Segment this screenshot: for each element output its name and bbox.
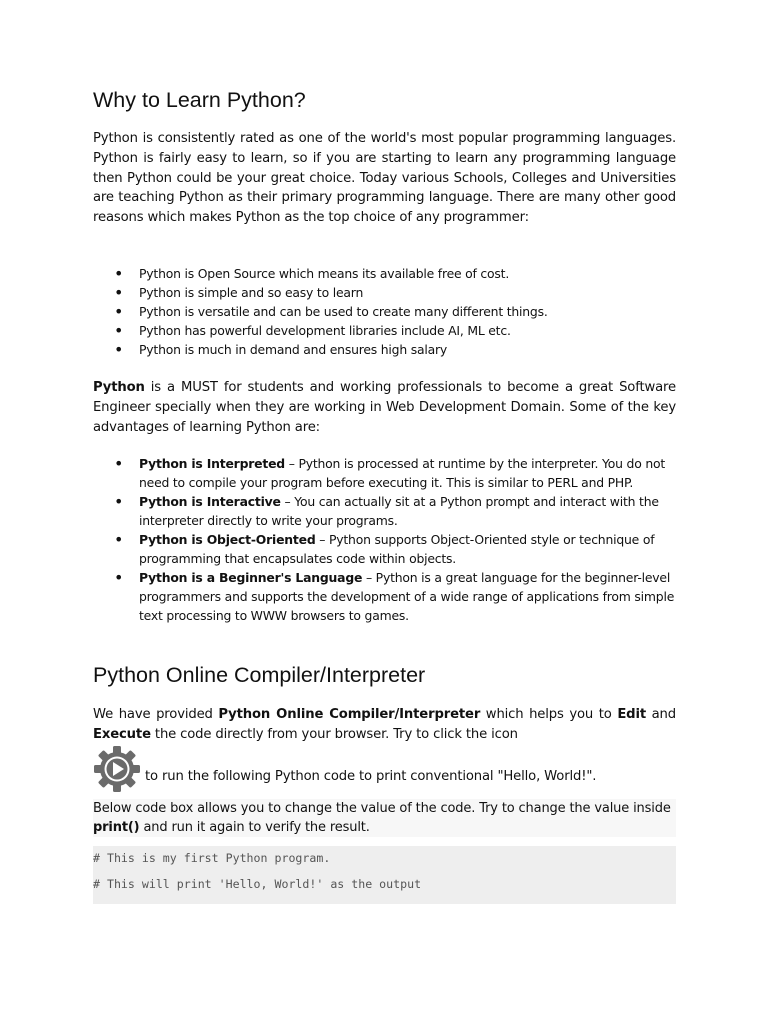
bullet-icon: •: [114, 454, 124, 473]
code-editor[interactable]: [93, 846, 676, 904]
list-item: • Python is versatile and can be used to create many different things.: [114, 302, 548, 321]
benefits-list: [93, 264, 676, 359]
intro-paragraph: Python is consistently rated as one of the world's most popular programming languages. Python is fairly easy to learn, so if you are starting to learn any programming language then Python could be your great choice. Today various Schools, Colleges and Universities are teaching Python as their primary programming language. There are many other good reasons which makes Python as the top choice of any programmer:: [93, 131, 676, 226]
list-item: • Python is simple and so easy to learn: [114, 283, 364, 302]
list-item: • Python is a Beginner's Language – Python is a great language for the beginner-level programmers and supports the development of a wide range of applications from simple text processing to WWW browsers to games.: [114, 568, 675, 623]
must-paragraph: Python is a MUST for students and working professionals to become a great Software Engineer specially when they are working in Web Development Domain. Some of the key advantages of learning Python are:: [93, 380, 676, 435]
section-heading-why-learn: Why to Learn Python?: [93, 88, 306, 112]
list-item: • Python has powerful development libraries include AI, ML etc.: [114, 321, 511, 340]
bullet-icon: •: [114, 264, 124, 283]
section-heading-online-compiler: Python Online Compiler/Interpreter: [93, 663, 426, 687]
list-item: • Python is Interactive – You can actually sit at a Python prompt and interact with the interpreter directly to write your programs.: [114, 492, 659, 528]
run-gear-icon[interactable]: [93, 745, 141, 793]
list-item: • Python is Object-Oriented – Python supports Object-Oriented style or technique of programming that encapsulates code within objects.: [114, 530, 655, 566]
bullet-icon: •: [114, 283, 124, 302]
bullet-icon: •: [114, 340, 124, 359]
list-item: • Python is much in demand and ensures high salary: [114, 340, 448, 359]
list-item: • Python is Open Source which means its available free of cost.: [114, 264, 510, 283]
bullet-icon: •: [114, 321, 124, 340]
compiler-paragraph: We have provided Python Online Compiler/Interpreter which helps you to Edit and Execute the code directly from your browser. Try to click the icon: [93, 707, 676, 742]
gear-play-icon: [93, 745, 141, 793]
list-item: • Python is Interpreted – Python is processed at runtime by the interpreter. You do not need to compile your program before executing it. This is similar to PERL and PHP.: [114, 454, 666, 490]
code-line-2: # This will print 'Hello, World!' as the output: [93, 877, 422, 891]
run-instruction: to run the following Python code to print conventional "Hello, World!".: [145, 769, 597, 784]
code-note: Below code box allows you to change the value of the code. Try to change the value inside print() and run it again to verify the result.: [93, 799, 676, 837]
bullet-icon: •: [114, 530, 124, 549]
python-bold: Python: [93, 380, 145, 395]
bullet-icon: •: [114, 492, 124, 511]
code-line-1: # This is my first Python program.: [93, 851, 331, 865]
advantages-list: [93, 454, 676, 625]
bullet-icon: •: [114, 568, 124, 587]
bullet-icon: •: [114, 302, 124, 321]
